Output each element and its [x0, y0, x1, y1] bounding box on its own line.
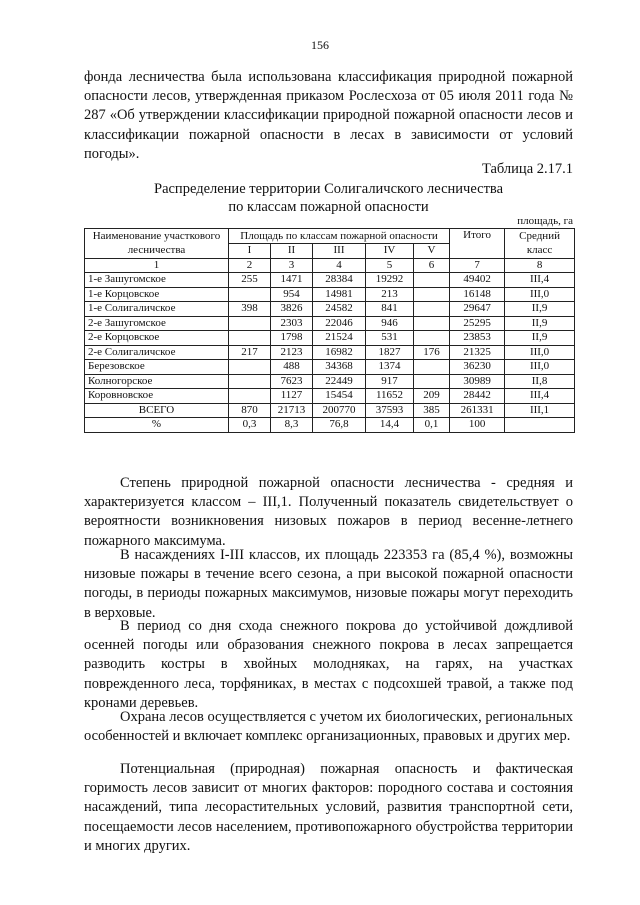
table-cell: 24582 [313, 302, 366, 317]
header-class: II [271, 244, 313, 259]
table-cell: 2123 [271, 345, 313, 360]
table-cell: 1798 [271, 331, 313, 346]
header-class: III [313, 244, 366, 259]
table-cell [414, 273, 450, 288]
table-row [85, 360, 575, 375]
table-cell: 4 [313, 258, 366, 273]
table-cell: III,0 [505, 345, 575, 360]
intro-paragraph: фонда лесничества была использована классификация природной пожарной опасности лесов, утвержденная приказом Рослесхоза от 05 июля 2011 года № 287 «Об утверждении классификации природной пожарной опасности лесов и классификации пожарной опасности в лесах в зависимости от условий погоды». [84, 69, 573, 162]
table-cell: 261331 [450, 403, 505, 418]
table-unit: площадь, га [517, 215, 573, 227]
body-paragraph: Степень природной пожарной опасности лесничества - средняя и характеризуется классом – III,1. Полученный показатель свидетельствует о вероятности возникновения низовых пожаров в период весенне-летнего пожарного максимума. [84, 475, 573, 549]
table-cell: 7623 [271, 374, 313, 389]
table-row [85, 316, 575, 331]
table-cell: 76,8 [313, 418, 366, 433]
table-cell: 28442 [450, 389, 505, 404]
table-cell: 16982 [313, 345, 366, 360]
table-row [85, 273, 575, 288]
table-cell: 8,3 [271, 418, 313, 433]
column-number-row [85, 258, 575, 273]
table-row [85, 389, 575, 404]
table-cell: 25295 [450, 316, 505, 331]
table-row [85, 331, 575, 346]
table-cell: 1827 [366, 345, 414, 360]
table-cell: 21524 [313, 331, 366, 346]
table-cell: 36230 [450, 360, 505, 375]
row-label-cell: 2-е Корцовское [85, 331, 229, 346]
table-cell [229, 389, 271, 404]
table-cell: III,4 [505, 273, 575, 288]
table-cell: 917 [366, 374, 414, 389]
table-row [85, 287, 575, 302]
table-cell: 3826 [271, 302, 313, 317]
table-cell: 870 [229, 403, 271, 418]
row-label-cell: 2-е Солигаличское [85, 345, 229, 360]
table-cell: 255 [229, 273, 271, 288]
table-cell: III,0 [505, 287, 575, 302]
table-cell: 531 [366, 331, 414, 346]
table-cell: 2 [229, 258, 271, 273]
table-cell: 16148 [450, 287, 505, 302]
body-paragraph: В насаждениях I-III классов, их площадь 223353 га (85,4 %), возможны низовые пожары в течение всего сезона, а при высокой пожарной опасности погоды, в периоды пожарных максимумов, низовые пожары могут переходить в верховые. [84, 547, 573, 621]
table-cell [229, 331, 271, 346]
body-paragraph: Потенциальная (природная) пожарная опасность и фактическая горимость лесов зависит от многих факторов: породного состава и состояния насаждений, типа лесорастительных условий, развития транспортной сети, посещаемости лесов населением, противопожарного обустройства территории и многих других. [84, 761, 573, 854]
table-cell: 30989 [450, 374, 505, 389]
table-cell: 0,1 [414, 418, 450, 433]
table-cell: III,1 [505, 403, 575, 418]
header-class: IV [366, 244, 414, 259]
table-cell: 385 [414, 403, 450, 418]
table-cell: 21713 [271, 403, 313, 418]
table-cell [229, 287, 271, 302]
table-cell: 176 [414, 345, 450, 360]
table-cell: 6 [414, 258, 450, 273]
table-cell [414, 374, 450, 389]
table-cell: 22449 [313, 374, 366, 389]
row-label-cell: % [85, 418, 229, 433]
fire-class-table [84, 228, 575, 433]
row-label-cell: Колногорское [85, 374, 229, 389]
table-cell: 29647 [450, 302, 505, 317]
table-cell: 2303 [271, 316, 313, 331]
table-cell: 14,4 [366, 418, 414, 433]
table-cell [229, 374, 271, 389]
table-body [85, 258, 575, 432]
table-cell [414, 360, 450, 375]
table-cell: 7 [450, 258, 505, 273]
table-cell: 100 [450, 418, 505, 433]
table-cell: 946 [366, 316, 414, 331]
table-row [85, 345, 575, 360]
table-cell [229, 360, 271, 375]
table-cell: II,8 [505, 374, 575, 389]
total-row [85, 403, 575, 418]
table-cell: 1471 [271, 273, 313, 288]
table-cell: II,9 [505, 302, 575, 317]
table-row [85, 302, 575, 317]
table-cell [414, 287, 450, 302]
header-total: Итого [450, 229, 505, 259]
table-cell: 5 [366, 258, 414, 273]
table-cell [229, 316, 271, 331]
header-area-by-class: Площадь по классам пожарной опасности [229, 229, 450, 244]
row-label-cell: Коровновское [85, 389, 229, 404]
table-cell: 488 [271, 360, 313, 375]
table-cell: III,4 [505, 389, 575, 404]
table-cell [414, 331, 450, 346]
row-label-cell: ВСЕГО [85, 403, 229, 418]
table-cell [414, 316, 450, 331]
table-cell: II,9 [505, 316, 575, 331]
table-cell: 37593 [366, 403, 414, 418]
table-caption-line2: по классам пожарной опасности [228, 199, 429, 215]
body-paragraph: Охрана лесов осуществляется с учетом их биологических, региональных особенностей и включает комплекс организационных, правовых и других мер. [84, 709, 573, 745]
row-label-cell: Березовское [85, 360, 229, 375]
table-cell: 954 [271, 287, 313, 302]
table-cell: 22046 [313, 316, 366, 331]
table-cell [414, 302, 450, 317]
row-label-cell: 1-е Солигаличское [85, 302, 229, 317]
table-cell: 217 [229, 345, 271, 360]
table-cell: 398 [229, 302, 271, 317]
table-cell: 209 [414, 389, 450, 404]
row-label-cell: 2-е Зашугомское [85, 316, 229, 331]
table-cell: 0,3 [229, 418, 271, 433]
row-label-cell: 1-е Зашугомское [85, 273, 229, 288]
table-cell: 23853 [450, 331, 505, 346]
table-cell: 1374 [366, 360, 414, 375]
table-cell: 15454 [313, 389, 366, 404]
table-cell: 21325 [450, 345, 505, 360]
table-cell: 3 [271, 258, 313, 273]
table-cell: 14981 [313, 287, 366, 302]
table-cell: 1127 [271, 389, 313, 404]
table-cell: 8 [505, 258, 575, 273]
header-avg-class: Средний класс [505, 229, 575, 259]
table-caption-line1: Распределение территории Солигаличского лесничества [154, 181, 503, 197]
row-label-cell: 1 [85, 258, 229, 273]
row-label-cell: 1-е Корцовское [85, 287, 229, 302]
table-cell: 19292 [366, 273, 414, 288]
body-paragraph: В период со дня схода снежного покрова до устойчивой дождливой осенней погоды или образования снежного покрова в лесах запрещается разводить костры в хвойных молодняках, на гарях, на участках поврежденного леса, торфяниках, в местах с подсохшей травой, а также под кронами деревьев. [84, 618, 573, 711]
table-cell [505, 418, 575, 433]
table-cell: II,9 [505, 331, 575, 346]
table-cell: 841 [366, 302, 414, 317]
percent-row [85, 418, 575, 433]
table-cell: 34368 [313, 360, 366, 375]
table-cell: 200770 [313, 403, 366, 418]
table-cell: 11652 [366, 389, 414, 404]
header-class: V [414, 244, 450, 259]
header-name: Наименование участкового лесничества [85, 229, 229, 259]
table-cell: III,0 [505, 360, 575, 375]
table-cell: 213 [366, 287, 414, 302]
page-number: 156 [311, 38, 329, 52]
table-cell: 28384 [313, 273, 366, 288]
table-cell: 49402 [450, 273, 505, 288]
table-row [85, 374, 575, 389]
table-number: Таблица 2.17.1 [481, 161, 573, 177]
header-class: I [229, 244, 271, 259]
